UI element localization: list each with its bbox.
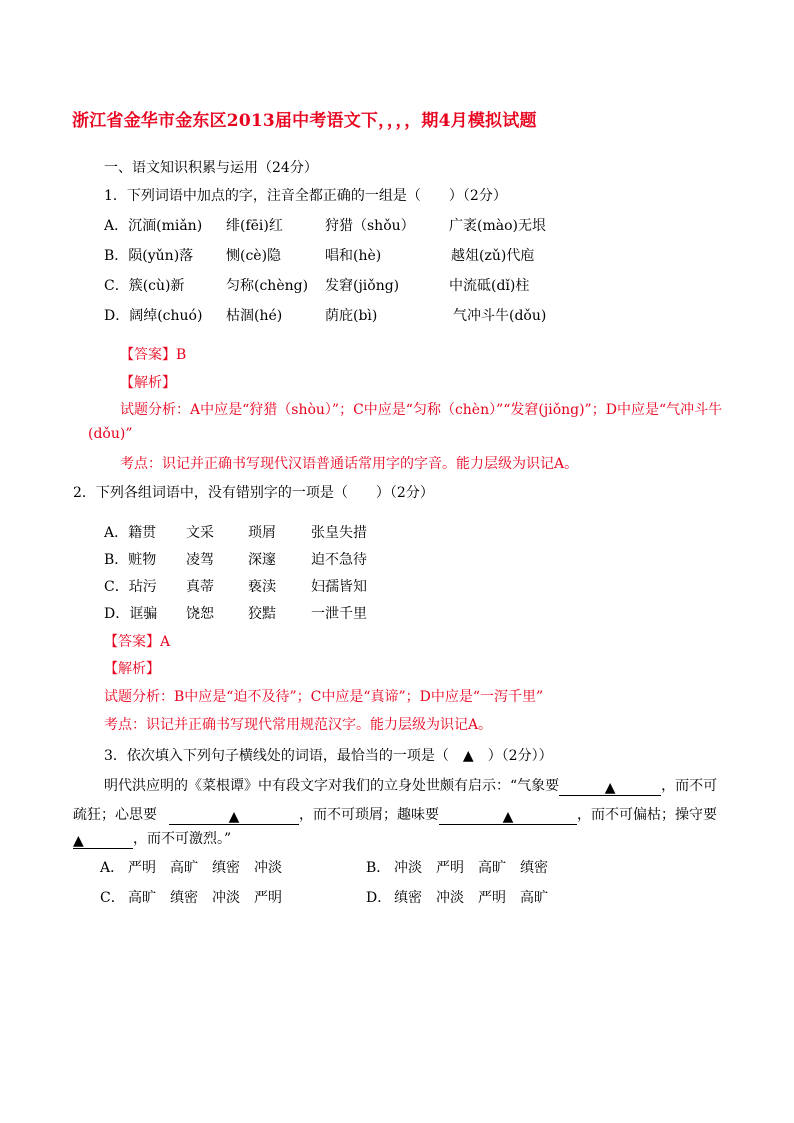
passage-line-2: 疏狂；心思要 ▲ ，而不可琐屑；趣味要 ▲ ，而不可偏枯；操守要 — [73, 807, 717, 825]
option-item: 冲淡 — [212, 890, 240, 906]
option-item: B．赃物 — [104, 552, 157, 568]
fill-blank-3: ▲ — [439, 809, 577, 825]
option-item: 严明 — [436, 860, 464, 876]
passage-line-3: ▲ ，而不可激烈。” — [73, 831, 232, 849]
option-item: 高旷 — [520, 890, 548, 906]
option-item: 严明 — [128, 860, 156, 876]
question-stem: 2．下列各组词语中，没有错别字的一项是（ ）（2分） — [73, 485, 434, 501]
option-item: 中流砥(dǐ)柱 — [449, 278, 530, 294]
option-item: 严明 — [478, 890, 506, 906]
option-item: 冲淡 — [254, 860, 282, 876]
option-item: 广袤(mào)无垠 — [449, 218, 546, 234]
option-item: 匀称(chèng) — [226, 278, 309, 294]
option-item: D．诓骗 — [104, 606, 158, 622]
option-item: A． — [100, 860, 125, 876]
option-item: D． — [366, 890, 392, 906]
option-item: 恻(cè)隐 — [226, 248, 282, 264]
option-item: 缜密 — [520, 860, 548, 876]
option-item: 高旷 — [128, 890, 156, 906]
analysis-label: 【解析】 — [104, 661, 160, 677]
option-item: 深邃 — [248, 552, 276, 568]
answer-label: 【答案】B — [120, 347, 187, 363]
option-item: 真蒂 — [186, 579, 214, 595]
option-item: 缜密 — [212, 860, 240, 876]
option-item: 妇孺皆知 — [311, 579, 367, 595]
fill-blank-1: ▲ — [559, 780, 661, 796]
option-item: 一泄千里 — [311, 606, 367, 622]
fill-blank-4: ▲ — [73, 833, 133, 849]
option-item: 亵渎 — [248, 579, 276, 595]
option-item: 严明 — [254, 890, 282, 906]
option-item: 狡黠 — [248, 606, 276, 622]
option-item: 唱和(hè) — [325, 248, 382, 264]
option-item: A．籍贯 — [104, 525, 157, 541]
passage-line-1: 明代洪应明的《菜根谭》中有段文字对我们的立身处世颇有启示：“气象要 ▲ ，而不可 — [104, 778, 718, 796]
option-item: 冲淡 — [394, 860, 422, 876]
page-title: 浙江省金华市金东区2013届中考语文下，，，，期4月模拟试题 — [72, 111, 537, 131]
option-item: C．簇(cù)新 — [104, 278, 185, 294]
option-item: 狩猎（shǒu） — [325, 218, 415, 234]
option-item: 冲淡 — [436, 890, 464, 906]
option-item: 琐屑 — [248, 525, 276, 541]
analysis-text: 试题分析：A中应是“狩猎（shòu）”；C中应是“匀称（chèn）”“发窘(jiǒng)”；D中应是“气冲斗牛 — [120, 402, 723, 418]
option-item: 张皇失措 — [311, 525, 367, 541]
option-item: 越俎(zǔ)代庖 — [451, 248, 535, 264]
analysis-text-cont: (dǒu)” — [88, 426, 133, 442]
option-item: C． — [100, 890, 125, 906]
option-item: 迫不急待 — [311, 552, 367, 568]
option-item: 荫庇(bì) — [325, 308, 378, 324]
option-item: 枯涸(hé) — [226, 308, 283, 324]
option-item: 气冲斗牛(dǒu) — [453, 308, 547, 324]
option-item: 凌驾 — [186, 552, 214, 568]
question-stem: 3．依次填入下列句子横线处的词语，最恰当的一项是（ ▲ ）（2分）） — [104, 748, 553, 764]
option-item: 发窘(jiǒng) — [325, 278, 400, 294]
analysis-label: 【解析】 — [120, 375, 176, 391]
option-item: 饶恕 — [186, 606, 214, 622]
knowledge-point: 考点：识记并正确书写现代汉语普通话常用字的字音。能力层级为识记A。 — [120, 456, 579, 472]
option-item: 高旷 — [170, 860, 198, 876]
option-item: 绯(fēi)红 — [226, 218, 283, 234]
option-item: B． — [366, 860, 391, 876]
triangle-marker: ▲ — [462, 748, 474, 764]
option-item: D．阔绰(chuó) — [104, 308, 203, 324]
option-item: C．玷污 — [104, 579, 157, 595]
knowledge-point: 考点：识记并正确书写现代常用规范汉字。能力层级为识记A。 — [104, 717, 493, 733]
option-item: B．陨(yǔn)落 — [104, 248, 194, 264]
option-item: 文采 — [186, 525, 214, 541]
option-item: 高旷 — [478, 860, 506, 876]
analysis-text: 试题分析：B中应是“迫不及待”；C中应是“真谛”；D中应是“一泻千里” — [104, 689, 544, 705]
option-item: 缜密 — [170, 890, 198, 906]
answer-label: 【答案】A — [104, 634, 171, 650]
option-item: 缜密 — [394, 890, 422, 906]
option-item: A．沉湎(miǎn) — [104, 218, 203, 234]
section-heading: 一、语文知识积累与运用（24分） — [104, 160, 318, 176]
fill-blank-2: ▲ — [169, 809, 299, 825]
question-stem: 1．下列词语中加点的字，注音全都正确的一组是（ ）（2分） — [104, 188, 507, 204]
